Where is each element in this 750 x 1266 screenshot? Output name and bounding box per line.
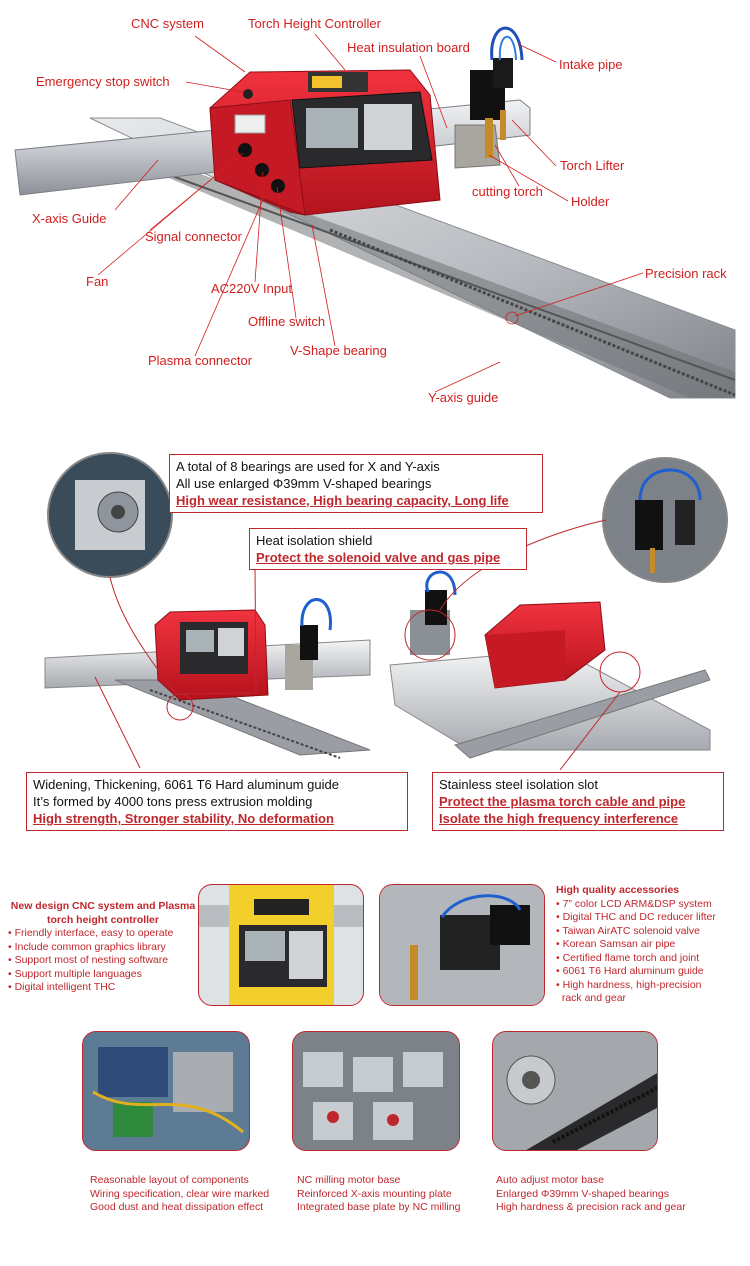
cnc-feature-item: • Support multiple languages — [8, 967, 142, 980]
photo-bearing-rack — [492, 1031, 658, 1151]
label-cnc-system: CNC system — [131, 16, 204, 31]
photo-accessories — [379, 884, 545, 1006]
callout-heat-shield — [249, 528, 527, 570]
label-signal-connector: Signal connector — [145, 229, 242, 244]
label-cutting-torch: cutting torch — [472, 184, 543, 199]
photo-internal-wiring — [82, 1031, 250, 1151]
caption-line: NC milling motor base — [297, 1174, 401, 1186]
cnc-feature-item: • Friendly interface, easy to operate — [8, 927, 174, 939]
accessory-item: rack and gear — [556, 992, 627, 1004]
caption-line: Integrated base plate by NC milling — [297, 1201, 461, 1213]
detail-caption-motor-base — [297, 1174, 487, 1215]
label-y-axis-guide: Y-axis guide — [428, 390, 499, 405]
callout-bearings-line2: All use enlarged Φ39mm V-shaped bearings — [176, 476, 432, 491]
caption-line: Wiring specification, clear wire marked — [90, 1187, 270, 1200]
caption-line: Reasonable layout of components — [90, 1174, 249, 1186]
cnc-feature-list — [8, 900, 198, 995]
label-holder: Holder — [571, 194, 610, 209]
accessory-item: • High hardness, high-precision — [556, 978, 702, 991]
photo-cnc-controller — [198, 884, 364, 1006]
label-v-shape-bearing: V-Shape bearing — [290, 343, 387, 358]
caption-line: Reinforced X-axis mounting plate — [297, 1187, 452, 1200]
cnc-feature-item: • Include common graphics library — [8, 940, 166, 953]
section-system-accessories — [0, 880, 750, 1020]
accessory-title: High quality accessories — [556, 884, 680, 896]
caption-line: Enlarged Φ39mm V-shaped bearings — [496, 1187, 669, 1200]
callout-bearings-line1: A total of 8 bearings are used for X and Y-axis — [176, 459, 440, 474]
photo-motor-bases — [292, 1031, 460, 1151]
cnc-feature-title: New design CNC system and Plasma torch height controller — [10, 900, 196, 926]
label-ac220v-input: AC220V Input — [211, 281, 292, 296]
cnc-feature-item: • Digital intelligent THC — [8, 981, 116, 993]
caption-line: Auto adjust motor base — [496, 1174, 604, 1186]
section-detail-photos — [0, 1025, 750, 1266]
label-intake-pipe: Intake pipe — [559, 57, 623, 72]
label-torch-height-controller: Torch Height Controller — [248, 16, 381, 31]
caption-line: Good dust and heat dissipation effect — [90, 1201, 264, 1213]
callout-isolation-slot-emphasis2: Isolate the high frequency interference — [439, 811, 679, 826]
callout-heat-shield-line1: Heat isolation shield — [256, 533, 373, 548]
accessory-item: • 7” color LCD ARM&DSP system — [556, 897, 712, 910]
accessory-list — [556, 884, 748, 1006]
accessory-item: • 6061 T6 Hard aluminum guide — [556, 965, 704, 977]
label-heat-insulation-board: Heat insulation board — [347, 40, 470, 55]
label-offline-switch: Offline switch — [248, 314, 326, 329]
accessory-item: • Taiwan AirATC solenoid valve — [556, 924, 700, 937]
callout-bearings-emphasis: High wear resistance, High bearing capacity, Long life — [176, 493, 509, 508]
callout-aluminum-guide-emphasis: High strength, Stronger stability, No deformation — [33, 811, 334, 826]
accessory-item: • Korean Samsan air pipe — [556, 938, 676, 950]
detail-caption-bearing — [496, 1174, 746, 1215]
label-precision-rack: Precision rack — [645, 266, 727, 281]
accessory-item: • Digital THC and DC reducer lifter — [556, 911, 716, 923]
caption-line: High hardness & precision rack and gear — [496, 1201, 686, 1213]
callout-isolation-slot-emphasis1: Protect the plasma torch cable and pipe — [439, 794, 686, 809]
label-fan: Fan — [86, 274, 109, 289]
label-plasma-connector: Plasma connector — [148, 353, 253, 368]
callout-aluminum-guide — [26, 772, 408, 831]
label-x-axis-guide: X-axis Guide — [32, 211, 107, 226]
callout-aluminum-guide-line2: It’s formed by 4000 tons press extrusion molding — [33, 794, 313, 809]
cnc-feature-item: • Support most of nesting software — [8, 954, 169, 966]
callout-isolation-slot-line1: Stainless steel isolation slot — [439, 777, 598, 792]
label-emergency-stop-switch: Emergency stop switch — [36, 74, 170, 89]
callout-isolation-slot — [432, 772, 724, 831]
callout-bearings — [169, 454, 543, 513]
section-machine-diagram — [0, 0, 750, 410]
label-torch-lifter: Torch Lifter — [560, 158, 625, 173]
accessory-item: • Certified flame torch and joint — [556, 951, 700, 964]
callout-aluminum-guide-line1: Widening, Thickening, 6061 T6 Hard aluminum guide — [33, 777, 339, 792]
callout-heat-shield-emphasis: Protect the solenoid valve and gas pipe — [256, 550, 501, 565]
detail-caption-layout — [90, 1174, 290, 1215]
section-feature-callouts — [0, 440, 750, 840]
